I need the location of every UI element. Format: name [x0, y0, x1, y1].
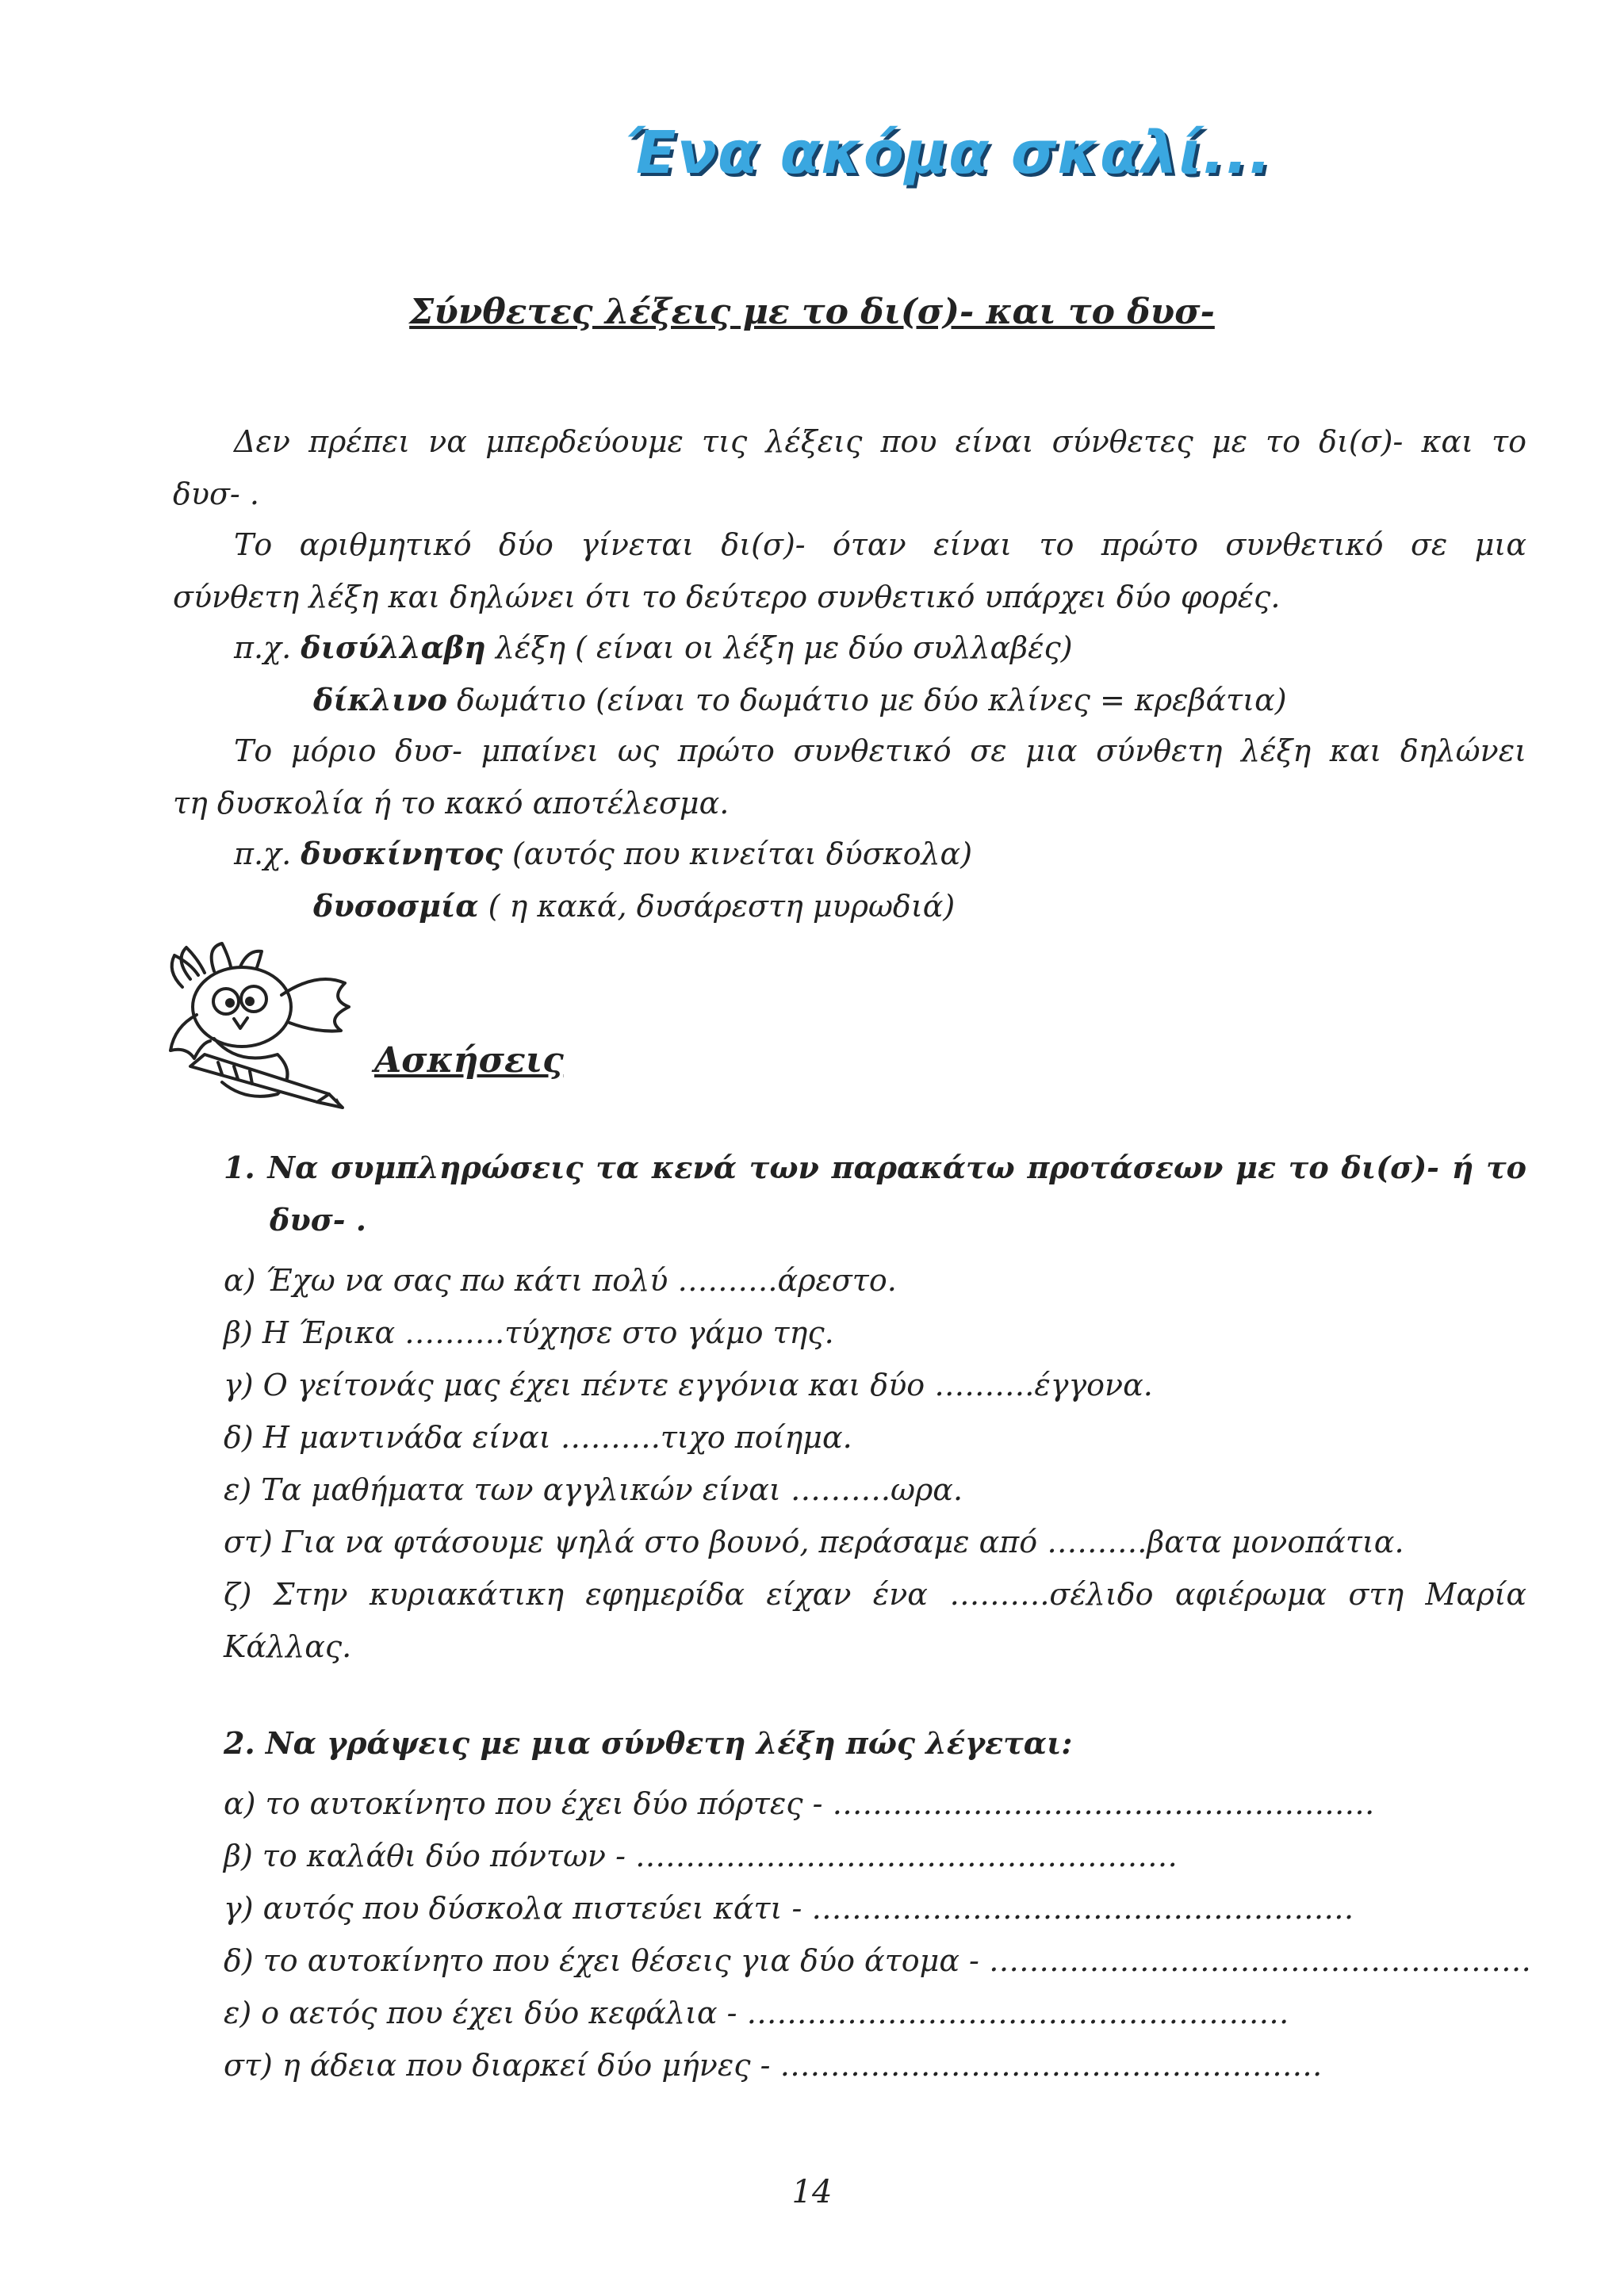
example-prefix: π.χ.	[234, 630, 301, 665]
exercise2-item: β) το καλάθι δύο πόντων - ………………………………………………	[224, 1839, 1178, 1873]
intro-p3-line1: Το μόριο δυσ- μπαίνει ως πρώτο συνθετικό σε μια σύνθετη λέξη και δηλώνει	[234, 733, 1526, 768]
section-subtitle: Σύνθετες λέξεις με το δι(σ)- και το δυσ-	[409, 292, 1215, 332]
exercise2-item: ε) ο αετός που έχει δύο κεφάλια - ………………………………………………	[224, 1996, 1289, 2030]
example-explanation: (αυτός που κινείται δύσκολα)	[502, 836, 973, 871]
example-line-1	[234, 622, 1073, 674]
exercise1-item: στ) Για να φτάσουμε ψηλά στο βουνό, περάσαμε από ……….βατα μονοπάτια.	[224, 1525, 1404, 1559]
example-explanation: ( η κακά, δυσάρεστη μυρωδιά)	[478, 889, 956, 924]
example-word: δίκλινο	[313, 682, 447, 718]
example-line-4	[313, 880, 955, 932]
exercise1-item: ε) Τα μαθήματα των αγγλικών είναι ……….ωρα.	[224, 1472, 963, 1507]
example-explanation: δωμάτιο (είναι το δωμάτιο με δύο κλίνες = κρεβάτια)	[446, 683, 1287, 718]
intro-p2-line1: Το αριθμητικό δύο γίνεται δι(σ)- όταν είναι το πρώτο συνθετικό σε μια	[234, 527, 1526, 562]
exercise2-item: στ) η άδεια που διαρκεί δύο μήνες - ………………………………………………	[224, 2048, 1323, 2083]
owl-with-pencil-illustration	[159, 939, 365, 1114]
exercises-heading: Ασκήσεις	[374, 1040, 564, 1081]
exercise1-title-line2: δυσ- .	[270, 1202, 366, 1238]
example-line-2	[313, 674, 1287, 726]
exercise1-item: γ) Ο γείτονάς μας έχει πέντε εγγόνια και δύο ……….έγγονα.	[224, 1368, 1153, 1402]
intro-p3-line2: τη δυσκολία ή το κακό αποτέλεσμα.	[173, 786, 730, 821]
exercise2-item: δ) το αυτοκίνητο που έχει θέσεις για δύο άτομα - ………………………………………………	[224, 1943, 1531, 1978]
example-explanation: λέξη ( είναι οι λέξη με δύο συλλαβές)	[485, 630, 1073, 665]
page-title: Ένα ακόμα σκαλί...	[626, 119, 1272, 187]
example-word: δισύλλαβη	[301, 629, 486, 665]
exercise1-item: β) Η Έρικα ……….τύχησε στο γάμο της.	[224, 1315, 834, 1350]
exercise2-item: α) το αυτοκίνητο που έχει δύο πόρτες - ………………………………………………	[224, 1786, 1375, 1821]
example-line-3	[234, 828, 972, 880]
exercise1-title-line1: 1. Να συμπληρώσεις τα κενά των παρακάτω προτάσεων με το δι(σ)- ή το	[224, 1150, 1526, 1185]
exercise2-item: γ) αυτός που δύσκολα πιστεύει κάτι - ………………………………………………	[224, 1891, 1354, 1926]
intro-p1-line1: Δεν πρέπει να μπερδεύουμε τις λέξεις που είναι σύνθετες με το δι(σ)- και το	[234, 424, 1526, 459]
page-number: 14	[791, 2174, 833, 2210]
example-prefix: π.χ.	[234, 836, 301, 871]
exercise1-item-7-line1: ζ) Στην κυριακάτικη εφημερίδα είχαν ένα ……….σέλιδο αφιέρωμα στη Μαρία	[224, 1577, 1526, 1612]
intro-p2-line2: σύνθετη λέξη και δηλώνει ότι το δεύτερο συνθετικό υπάρχει δύο φορές.	[173, 580, 1281, 614]
example-word: δυσοσμία	[313, 888, 479, 924]
exercise1-item-7-line2: Κάλλας.	[224, 1629, 352, 1664]
exercise1-item: α) Έχω να σας πω κάτι πολύ ……….άρεστο.	[224, 1263, 897, 1298]
example-word: δυσκίνητος	[301, 836, 503, 871]
exercise1-item: δ) Η μαντινάδα είναι ……….τιχο ποίημα.	[224, 1420, 852, 1455]
intro-p1-line2: δυσ- .	[173, 476, 259, 511]
exercise2-title: 2. Να γράψεις με μια σύνθετη λέξη πώς λέγεται:	[224, 1725, 1073, 1761]
